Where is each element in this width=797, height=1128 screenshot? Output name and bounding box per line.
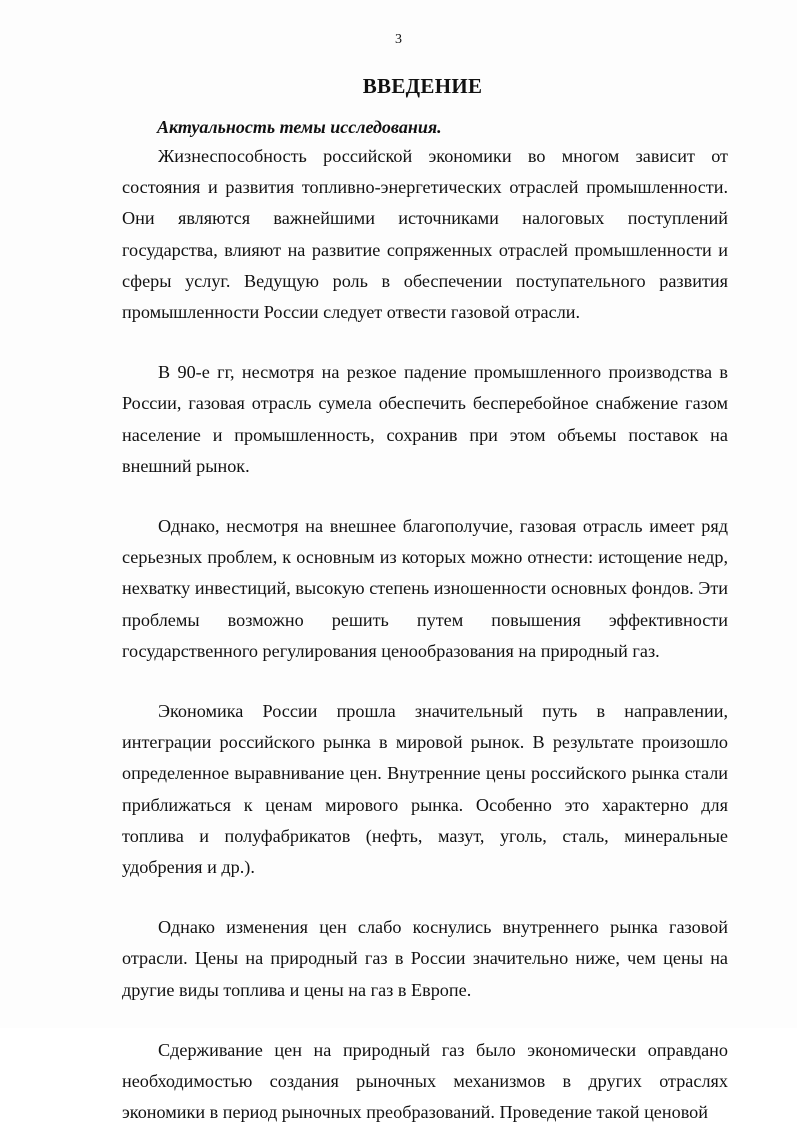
paragraph-6: Сдерживание цен на природный газ было экономически оправдано необходимостью создания рыночных механизмов в других отраслях экономики в период рыночных преобразований. Проведение такой ценовой [122, 1039, 728, 1123]
page-number: 3 [395, 32, 402, 47]
paragraph-5: Однако изменения цен слабо коснулись внутреннего рынка газовой отрасли. Цены на природный газ в России значительно ниже, чем цены на другие виды топлива и цены на газ в Европе. [122, 917, 728, 1000]
section-subheading: Актуальность темы исследования. [157, 117, 442, 137]
body-text [122, 141, 728, 1128]
paragraph-3: Однако, несмотря на внешнее благополучие, газовая отрасль имеет ряд серьезных проблем, к основным из которых можно отнести: истощение недр, нехватку инвестиций, высокую степень изношенности основных фондов. Эти проблемы возможно решить путем повышения эффективности государственного регулирования ценообразования на природный газ. [122, 516, 728, 661]
paragraph-4: Экономика России прошла значительный путь в направлении, интеграции российского рынка в мировой рынок. В результате произошло определенное выравнивание цен. Внутренние цены российского рынка стали приближаться к ценам мирового рынка. Особенно это характерно для топлива и полуфабрикатов (нефть, мазут, уголь, сталь, минеральные удобрения и др.). [122, 701, 728, 878]
paragraph-1: Жизнеспособность российской экономики во многом зависит от состояния и развития топливно-энергетических отраслей промышленности. Они являются важнейшими источниками налоговых поступлений государства, влияют на развитие сопряженных отраслей промышленности и сферы услуг. Ведущую роль в обеспечении поступательного развития промышленности России следует отвести газовой отрасли. [122, 146, 728, 323]
paragraph-2: В 90-е гг, несмотря на резкое падение промышленного производства в России, газовая отрасль сумела обеспечить бесперебойное снабжение газом население и промышленность, сохранив при этом объемы поставок на внешний рынок. [122, 362, 728, 476]
section-heading: ВВЕДЕНИЕ [362, 74, 483, 98]
